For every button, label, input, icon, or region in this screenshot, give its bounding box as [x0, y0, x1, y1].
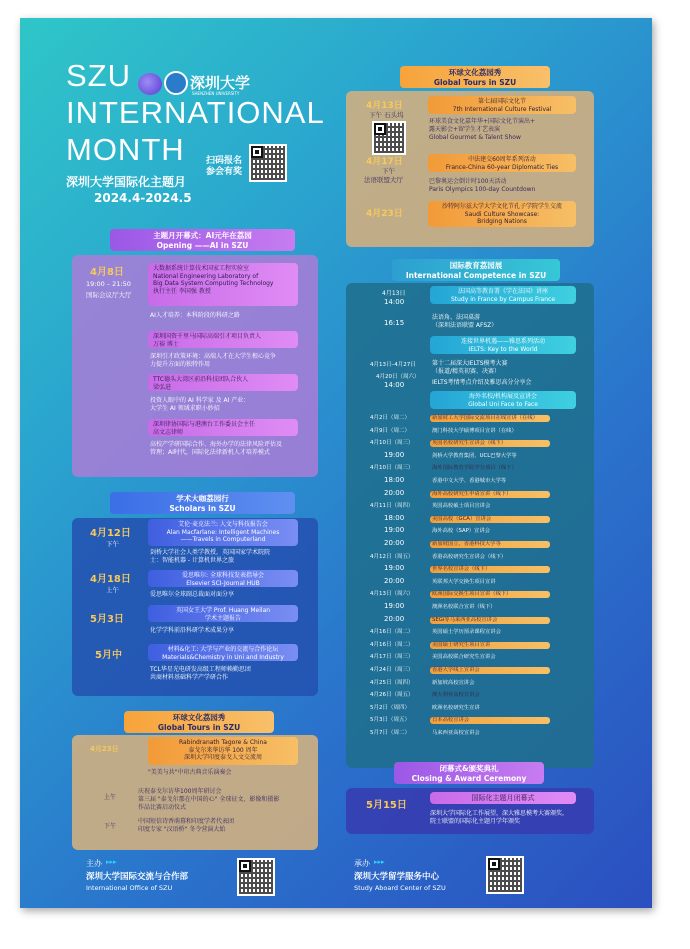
scholar-event-line: ——Travels in Computerland: [180, 536, 266, 543]
fair-row-date: 5月3日（周五）: [370, 717, 410, 724]
scholar-event-line: 艾伦·麦克法兰: 人文与科技报告会: [178, 521, 268, 528]
fair-row-event: 澳洲名校联合宣讲（线下）: [432, 604, 496, 610]
competence-title: [392, 259, 560, 281]
opening-topic-3a: 投资人眼中的 AI 科学家 及 AI 产业：: [150, 397, 250, 404]
fair-row-event: 海外高校研究生申请宣讲（线下）: [432, 490, 512, 497]
fair-row-date: 4月25日（周四）: [370, 679, 414, 686]
opening-topic-2b: 力提升方面的独特作用: [150, 361, 211, 368]
fair-row-event: 海外国际教育学院学分项目（线下）: [432, 465, 517, 472]
scholar-event-date: 4月18日: [90, 574, 131, 585]
host-name-cn: 深圳大学国际交流与合作部: [86, 872, 189, 882]
tours-bottom-am: 上午: [104, 794, 117, 801]
scan-line-2: 参会有奖: [206, 167, 243, 177]
culture-festival-note: Global Gourmet & Talent Show: [429, 134, 521, 141]
fair-row-event: 美国高校联合研究生宣讲会: [432, 654, 496, 661]
tours-bottom-note-5: 中国短信诗香萌幕和印度学者代表团: [138, 818, 235, 825]
tours-bottom-note-1: "美美与共"中印古典音乐演奏会: [148, 769, 232, 776]
culture-festival-line: 第七届国际文化节: [477, 98, 526, 105]
title-line-1: SZU: [66, 58, 131, 93]
opening-line: 高文志律师: [153, 428, 184, 436]
ielts-event-1: 第十二届深大IELTS模考大赛: [432, 360, 508, 367]
fair-row-date: 4月2日（周二）: [370, 415, 410, 421]
host-arrows-icon: ▸▸▸: [106, 858, 117, 866]
opening-line: 深圳国资千里马国际高端引才项目负责人: [153, 333, 262, 340]
tours-bottom-date: 4月23日: [90, 745, 119, 753]
tours-top-event1-date: 4月13日: [366, 101, 403, 111]
opening-item-speaker-2: [148, 331, 298, 348]
university-seal-icon: [164, 71, 188, 95]
saudi-line: Saudi Culture Showcase:: [464, 210, 540, 218]
fair-row-event: 美国高校（GCA）宣讲会: [432, 515, 492, 522]
tours-top-event1-time: 下午 石头坞: [369, 111, 404, 119]
tours-bottom-note-4: 作品比赛启动仪式: [138, 804, 187, 811]
fair-row-event: 日本高校宣讲会: [432, 717, 470, 724]
fair-row-event: 香港高校研究生宣讲会（线下）: [432, 553, 507, 560]
opening-title-cn: 主题月开幕式：AI元年在荔园: [153, 231, 252, 240]
tours-bottom-note-3: 第三届 "泰戈尔那在中国的心" 全球征文、影像和摄影: [138, 796, 280, 803]
scholar-event-date: 4月12日: [90, 528, 131, 539]
scholar-event-note: 爱思唯尔全球副总裁面对面分享: [150, 591, 235, 598]
fair-row-date: 4月10日（周三）: [370, 465, 414, 472]
fair-row-date: 4月24日（周三）: [370, 667, 414, 673]
fair-row-date: 4月9日（周二）: [370, 427, 410, 434]
fair-row-time: 20:00: [384, 576, 405, 585]
ielts-event-1b: （报道/精英初赛、决赛）: [432, 368, 501, 375]
saudi-box: [428, 201, 576, 227]
closing-note-1: 深圳大学国际化工作展望，深大雅思模考大赛颁奖，: [430, 810, 569, 817]
opening-item-speaker-3: [148, 374, 298, 391]
fair-row-event: 新加坡工大学国际交流项目在线宣讲（在线）: [432, 415, 538, 421]
closing-note-2: 院士联盟的国际化主题月学年颁奖: [430, 818, 521, 825]
fair-row-event: 世界名校宣讲会（线下）: [432, 566, 491, 573]
fair-row-event: 英国名校研究生宣讲会（线下）: [432, 440, 507, 447]
organizer-label: 承办: [354, 859, 370, 868]
fair-row-time: 19:00: [384, 526, 405, 535]
opening-line: National Engineering Laboratory of: [153, 272, 259, 280]
scholar-event-box: [148, 644, 298, 661]
fair-row-event: 新加坡高校宣讲会: [432, 679, 475, 686]
scan-label: [206, 156, 242, 178]
competence-title-cn: 国际教育荔园展: [449, 261, 503, 270]
scholar-event-line: 爱思唯尔: 全球科技发表指导会: [182, 572, 264, 579]
fair-row-event: 剑桥大学教育集团、UCL巴黎大学等: [432, 452, 517, 459]
opening-topic-4a: 高校产学研国际合作、海外办学的法律风险评估及: [150, 441, 283, 448]
ielts-date-2: 4月20日（周六）: [376, 374, 420, 380]
tours-top-title: [400, 66, 550, 88]
fair-row-time: 20:00: [384, 488, 405, 497]
culture-festival-note: 露天影会+留学生才艺表演: [429, 126, 501, 133]
organizer-name-cn: 深圳大学留学服务中心: [354, 872, 440, 882]
closing-box-label: 国际化主题月闭幕式: [471, 794, 535, 802]
fair-row-time: 20:00: [384, 614, 405, 623]
closing-box: [430, 792, 576, 804]
title-line-2: INTERNATIONAL: [66, 95, 325, 130]
scholar-event-line: 英国女王大学 Prof. Huang Meilan: [175, 607, 271, 614]
ielts-date-1: 4月13日–4月27日: [370, 362, 416, 368]
host-name-en: International Office of SZU: [86, 884, 173, 892]
opening-line: 执行主任 李国强 教授: [153, 287, 211, 295]
scholar-event-line: 学术主题报告: [204, 614, 241, 622]
culture-festival-box: [428, 96, 576, 114]
opening-topic-2a: 深圳引才政策环境：高端人才在大学生根心竞争: [150, 353, 277, 360]
saudi-line: Bridging Nations: [477, 218, 527, 225]
logo-subtext: SHENZHEN UNIVERSITY: [192, 91, 240, 96]
scan-line-1: 扫码报名: [206, 156, 243, 166]
fair-row-date: 4月16日（周二）: [370, 629, 414, 636]
fair-row-time: 19:00: [384, 564, 405, 573]
opening-item-speaker-4: [148, 419, 298, 436]
organizer-arrows-icon: ▸▸▸: [374, 858, 385, 866]
scholar-event-note: 化学学科前沿科研学术成果分享: [150, 627, 235, 634]
competence-row-time: 16:15: [384, 319, 405, 327]
fair-row-date: 4月26日（周五）: [370, 692, 414, 699]
fair-row-time: 18:00: [384, 513, 405, 522]
scholar-event-note: 共商材料基础科学产学研合作: [150, 674, 229, 681]
competence-title-en: International Competence in SZU: [405, 271, 547, 280]
fair-box: [430, 391, 576, 409]
host-label: 主办: [86, 859, 102, 868]
scholar-event-note: 剑桥大学社会人类学教授，英国国家学术院院: [150, 549, 271, 556]
opening-venue: 国际会议厅大厅: [86, 291, 132, 299]
tours-top-event3-date: 4月23日: [366, 209, 403, 219]
fair-row-date: 4月12日（周五）: [370, 553, 414, 560]
fair-row-event: 香港中文大学、香港城市大学等: [432, 478, 507, 484]
organizer-name-en: Study Aboard Center of SZU: [354, 884, 446, 892]
ielts-box: [430, 336, 576, 354]
scholars-title-cn: 学术大咖荔园行: [176, 494, 229, 503]
logo-text: 深圳大学: [190, 74, 251, 92]
fair-row-event: 美国硕士研究生项目宣讲: [432, 641, 491, 648]
tours-top-event2-time: 下午: [382, 167, 395, 175]
tagore-line: Rabindranath Tagore & China: [179, 739, 267, 746]
competence-row-text: （深圳法语联盟 AFSZ）: [432, 322, 498, 329]
fair-row-date: 4月11日（周四）: [370, 503, 414, 510]
france-china-box: [428, 154, 576, 172]
fair-row-event: 英国高校硕士项目宣讲会: [432, 503, 491, 510]
opening-line: 梁弘进: [153, 383, 172, 391]
fair-row-event: 香港大学线上宣讲会: [432, 667, 480, 673]
fair-row-event: 澳大利亚高校宣讲会: [432, 692, 480, 699]
competence-row-text: 法语角、法国桌游: [432, 314, 481, 321]
fair-row-date: 5月2日（周四）: [370, 704, 410, 711]
fair-row-event: 海外高校（SAP）宣讲会: [432, 528, 490, 535]
campus-france-line: 法国高等教育署《学在法国》讲座: [457, 288, 548, 295]
campus-france-line: Study in France by Campus France: [450, 295, 556, 303]
fair-row-time: 18:00: [384, 476, 405, 484]
opening-line: 万裕 博士: [153, 340, 179, 348]
competence-row-time: 14:00: [384, 298, 405, 306]
date-range: 2024.4-2024.5: [94, 191, 192, 205]
scholar-event-line: Elsevier SCI-Journal HUB: [186, 579, 260, 587]
closing-title: [394, 762, 544, 784]
fair-row-date: 4月10日（周三）: [370, 440, 414, 447]
opening-item-lab: [148, 263, 298, 306]
tagore-line: 深圳大学印度泰戈人文交流周: [183, 754, 262, 761]
opening-topic-4b: 管理；AI时代，国际化法律新机人才培养模式: [150, 449, 270, 456]
scholar-event-note: 士：智能机器 - 计算机世界之旅: [150, 557, 234, 564]
fair-row-date: 4月17日（周三）: [370, 654, 414, 661]
scholar-event-date: 5月中: [95, 650, 122, 661]
tours-bottom-pm: 下午: [104, 823, 117, 830]
ielts-time-2: 14:00: [384, 381, 405, 389]
scholar-event-line: Materials&Chemistry in Uni and Industry: [162, 653, 284, 661]
fair-row-event: 欧洲国际交换生项目宣讲（线下）: [432, 591, 512, 598]
scholar-event-box: [148, 519, 298, 546]
fair-row-event: 英国硕士学历预录课程宣讲会: [432, 629, 501, 636]
scholars-title: [110, 492, 295, 514]
tours-bottom-title-cn: 环球文化荔园秀: [172, 713, 226, 722]
opening-topic-1: AI人才培养：本科阶段的科研之路: [150, 312, 240, 319]
tagore-box: [148, 737, 298, 765]
scholar-event-line: 材料&化工: 大学与产业的交流与合作论坛: [167, 646, 279, 653]
poster: [20, 18, 652, 908]
opening-line: 深圳律协国际与港澳台工作委员会主任: [153, 421, 256, 428]
fair-line: Global Uni Face to Face: [468, 400, 538, 408]
opening-topic-3b: 大学生 AI 领域求职小妙招: [150, 405, 220, 412]
opening-line: TTC德头大湾区前沿科技团队合伙人: [153, 376, 249, 383]
tours-top-title-cn: 环球文化荔园秀: [448, 68, 502, 77]
saudi-line: 沙特阿尔兹大学大学文化节孔子学院学生交流: [441, 203, 562, 210]
opening-time: 19:00 – 21:50: [86, 280, 131, 288]
fair-row-event: 欧洲名校研究生宣讲: [432, 704, 480, 711]
opening-title: [110, 229, 295, 251]
logo-icon: [138, 73, 162, 95]
qr-code-culture-festival[interactable]: [372, 121, 406, 155]
scholar-event-time: 下午: [106, 540, 119, 548]
scholar-event-date: 5月3日: [90, 614, 124, 625]
culture-festival-line: 7th International Culture Festival: [452, 105, 552, 113]
france-china-line: 中法建交60周年系列活动: [468, 156, 536, 163]
fair-row-event: SEGi等马来西亚高校宣讲会: [432, 616, 498, 623]
culture-festival-note: 环球美食文化嘉年华+国际文化节演出+: [429, 118, 536, 125]
competence-row-date: 4月13日: [382, 290, 406, 297]
fair-row-date: 4月13日（周六）: [370, 591, 414, 598]
ielts-line: IELTS: Key to the World: [468, 345, 538, 353]
scholar-event-note: TCL华星光电研发高级工程师赖勤思团: [150, 666, 251, 673]
tours-bottom-title-en: Global Tours in SZU: [157, 723, 241, 732]
opening-line: 大数据系统计算技术国家工程实验室: [153, 265, 250, 272]
fair-row-event: 英联邦大学交换生项目宣讲: [432, 578, 496, 585]
opening-line: Big Data System Computing Technology: [153, 280, 274, 287]
fair-row-time: 20:00: [384, 539, 405, 547]
scholar-event-line: Alan Macfarlane: Intelligent Machines: [166, 528, 280, 536]
opening-date: 4月8日: [90, 267, 124, 278]
ielts-event-2: IELTS考情考点介绍及雅思高分分享会: [432, 379, 532, 386]
tours-top-event2-date: 4月17日: [366, 157, 403, 167]
fair-row-date: 5月7日（周二）: [370, 730, 410, 736]
qr-code-organizer[interactable]: [486, 856, 524, 894]
tours-bottom-note-6: 印度专家 "汉语桥" 冬令营演大始: [138, 826, 226, 833]
fair-row-date: 4月16日（周二）: [370, 641, 414, 648]
campus-france-box: [430, 286, 576, 304]
qr-code-signup[interactable]: [249, 144, 287, 182]
subtitle-cn: 深圳大学国际化主题月: [66, 175, 187, 189]
scholar-event-time: 上午: [106, 586, 119, 594]
closing-title-en: Closing & Award Ceremony: [411, 774, 527, 783]
tours-bottom-note-2: 庆祝泰戈尔访华100周年研讨会: [138, 788, 222, 795]
fair-row-event: 马来西亚高校宣讲会: [432, 730, 480, 736]
qr-code-host[interactable]: [237, 858, 275, 896]
closing-title-cn: 闭幕式&颁奖典礼: [439, 764, 499, 773]
scholar-event-box: [148, 570, 298, 587]
ielts-line: 连接世界机遇——雅思系列活动: [460, 338, 545, 345]
tours-bottom-title: [124, 711, 274, 733]
fair-row-time: 19:00: [384, 450, 405, 459]
scholars-title-en: Scholars in SZU: [169, 504, 236, 513]
tours-top-title-en: Global Tours in SZU: [433, 78, 517, 87]
opening-title-en: Opening ——AI in SZU: [156, 241, 249, 250]
tours-top-event2-venue: 法语联盟大厅: [364, 176, 403, 184]
fair-row-event: 澳门科技大学硕博项目宣讲（在线）: [432, 427, 517, 434]
fair-row-time: 19:00: [384, 602, 405, 610]
closing-date: 5月15日: [366, 800, 407, 811]
france-china-line: France-China 60-year Diplomatic Ties: [445, 163, 559, 171]
scholar-event-box: [148, 605, 298, 622]
title-line-3: MONTH: [66, 132, 185, 167]
fair-line: 海外名校/机构展及宣讲会: [468, 393, 538, 400]
france-china-note: 巴黎奥运会倒计时100天活动: [429, 178, 507, 185]
tagore-line: 泰戈尔来华访华 100 周年: [188, 746, 258, 754]
france-china-note: Paris Olympics 100-day Countdown: [429, 186, 536, 193]
fair-row-event: 新加坡国立、香港科技大学等: [432, 541, 501, 547]
